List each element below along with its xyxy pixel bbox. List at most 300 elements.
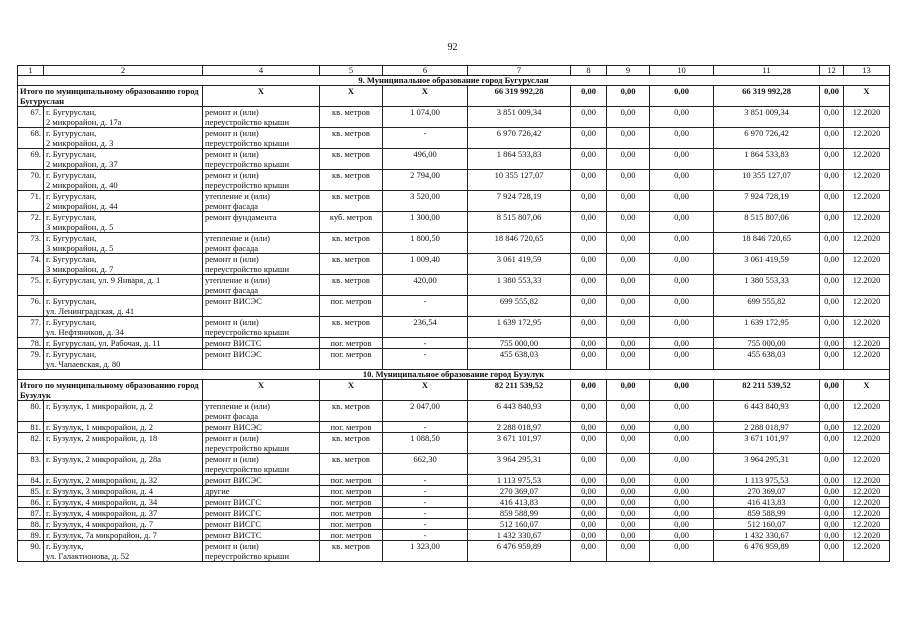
quantity-cell: 1 088,50 [383, 433, 468, 454]
table-row [18, 296, 890, 317]
fund-cost-cell: 1 432 330,67 [714, 530, 820, 541]
address-cell: г. Бугуруслан, 2 микрорайон, д. 40 [44, 170, 203, 191]
work-type-cell: утепление и (или) ремонт фасада [203, 233, 320, 254]
cost-cell: 0,00 [571, 401, 607, 422]
row-number: 76. [18, 296, 44, 317]
total-label: Итого по муниципальному образованию город Бугуруслан [18, 86, 203, 107]
deadline-cell: 12.2020 [844, 401, 890, 422]
fund-cost-cell: 755 000,00 [714, 338, 820, 349]
total-c5: Х [320, 380, 383, 401]
address-cell: г. Бугуруслан, 3 микрорайон, д. 5 [44, 233, 203, 254]
quantity-cell: - [383, 497, 468, 508]
cost-cell: 0,00 [650, 530, 714, 541]
cost-cell: 0,00 [571, 486, 607, 497]
cost-cell: 0,00 [650, 433, 714, 454]
cost-cell: 0,00 [607, 433, 650, 454]
deadline-cell: 12.2020 [844, 107, 890, 128]
fund-cost-cell: 3 964 295,31 [714, 454, 820, 475]
column-number-header [18, 66, 890, 76]
cost-cell: 0,00 [820, 296, 844, 317]
address-cell: г. Бугуруслан, 2 микрорайон, д. 17а [44, 107, 203, 128]
total-cost-cell: 3 671 101,97 [468, 433, 571, 454]
cost-cell: 0,00 [650, 338, 714, 349]
address-cell: г. Бузулук, 1 микрорайон, д. 2 [44, 401, 203, 422]
work-type-cell: ремонт ВИСЭС [203, 422, 320, 433]
unit-cell: кв. метров [320, 275, 383, 296]
address-cell: г. Бугуруслан, 3 микрорайон, д. 7 [44, 254, 203, 275]
cost-cell: 0,00 [571, 475, 607, 486]
cost-cell: 0,00 [820, 107, 844, 128]
address-cell: г. Бугуруслан, 2 микрорайон, д. 3 [44, 128, 203, 149]
address-cell: г. Бузулук, 2 микрорайон, д. 28а [44, 454, 203, 475]
table-row [18, 519, 890, 530]
cost-cell: 0,00 [650, 128, 714, 149]
deadline-cell: 12.2020 [844, 191, 890, 212]
row-number: 81. [18, 422, 44, 433]
total-cost-cell: 3 851 009,34 [468, 107, 571, 128]
address-cell: г. Бузулук, 2 микрорайон, д. 32 [44, 475, 203, 486]
cost-cell: 0,00 [571, 107, 607, 128]
unit-cell: кв. метров [320, 191, 383, 212]
address-cell: г. Бугуруслан, ул. Ленинградская, д. 41 [44, 296, 203, 317]
cost-cell: 0,00 [820, 454, 844, 475]
total-c13: Х [844, 380, 890, 401]
work-type-cell: ремонт и (или) переустройство крыши [203, 433, 320, 454]
unit-cell: пог. метров [320, 296, 383, 317]
cost-cell: 0,00 [571, 128, 607, 149]
total-cost-cell: 1 639 172,95 [468, 317, 571, 338]
row-number: 89. [18, 530, 44, 541]
table-row [18, 317, 890, 338]
total-cost-cell: 7 924 728,19 [468, 191, 571, 212]
address-cell: г. Бугуруслан, 2 микрорайон, д. 37 [44, 149, 203, 170]
deadline-cell: 12.2020 [844, 486, 890, 497]
table-row [18, 486, 890, 497]
quantity-cell: - [383, 349, 468, 370]
cost-cell: 0,00 [650, 233, 714, 254]
cost-cell: 0,00 [571, 422, 607, 433]
fund-cost-cell: 18 846 720,65 [714, 233, 820, 254]
cost-cell: 0,00 [820, 530, 844, 541]
fund-cost-cell: 512 160,07 [714, 519, 820, 530]
cost-cell: 0,00 [607, 107, 650, 128]
row-number: 77. [18, 317, 44, 338]
cost-cell: 0,00 [820, 401, 844, 422]
address-cell: г. Бузулук, 1 микрорайон, д. 2 [44, 422, 203, 433]
cost-cell: 0,00 [607, 275, 650, 296]
cost-cell: 0,00 [571, 349, 607, 370]
work-type-cell: утепление и (или) ремонт фасада [203, 191, 320, 212]
work-type-cell: утепление и (или) ремонт фасада [203, 275, 320, 296]
cost-cell: 0,00 [571, 454, 607, 475]
deadline-cell: 12.2020 [844, 149, 890, 170]
work-type-cell: утепление и (или) ремонт фасада [203, 401, 320, 422]
section-title: 10. Муниципальное образование город Бузулук [18, 370, 890, 380]
deadline-cell: 12.2020 [844, 254, 890, 275]
deadline-cell: 12.2020 [844, 233, 890, 254]
column-number-cell: 7 [468, 66, 571, 76]
work-type-cell: ремонт и (или) переустройство крыши [203, 454, 320, 475]
deadline-cell: 12.2020 [844, 508, 890, 519]
quantity-cell: 2 794,00 [383, 170, 468, 191]
row-number: 79. [18, 349, 44, 370]
row-number: 70. [18, 170, 44, 191]
address-cell: г. Бугуруслан, 3 микрорайон, д. 5 [44, 212, 203, 233]
cost-cell: 0,00 [607, 519, 650, 530]
cost-cell: 0,00 [820, 519, 844, 530]
page-number: 92 [447, 42, 458, 53]
cost-cell: 0,00 [820, 497, 844, 508]
cost-cell: 0,00 [820, 349, 844, 370]
quantity-cell: - [383, 475, 468, 486]
deadline-cell: 12.2020 [844, 338, 890, 349]
table-row [18, 530, 890, 541]
cost-cell: 0,00 [650, 401, 714, 422]
cost-cell: 0,00 [571, 296, 607, 317]
column-number-cell: 13 [844, 66, 890, 76]
cost-cell: 0,00 [650, 475, 714, 486]
cost-cell: 0,00 [607, 508, 650, 519]
work-type-cell: ремонт ВИСГС [203, 508, 320, 519]
cost-cell: 0,00 [571, 530, 607, 541]
fund-cost-cell: 455 638,03 [714, 349, 820, 370]
total-cost-cell: 699 555,82 [468, 296, 571, 317]
quantity-cell: - [383, 486, 468, 497]
cost-cell: 0,00 [607, 338, 650, 349]
section-total-row [18, 86, 890, 107]
cost-cell: 0,00 [607, 401, 650, 422]
cost-cell: 0,00 [607, 191, 650, 212]
cost-cell: 0,00 [650, 275, 714, 296]
row-number: 88. [18, 519, 44, 530]
deadline-cell: 12.2020 [844, 497, 890, 508]
fund-cost-cell: 3 851 009,34 [714, 107, 820, 128]
row-number: 73. [18, 233, 44, 254]
quantity-cell: - [383, 296, 468, 317]
cost-cell: 0,00 [571, 191, 607, 212]
unit-cell: кв. метров [320, 254, 383, 275]
quantity-cell: - [383, 508, 468, 519]
total-cost-cell: 8 515 807,06 [468, 212, 571, 233]
total-cost-cell: 1 864 533,83 [468, 149, 571, 170]
table-row [18, 170, 890, 191]
total-c7: 82 211 539,52 [468, 380, 571, 401]
column-number-cell: 1 [18, 66, 44, 76]
table-row [18, 401, 890, 422]
unit-cell: куб. метров [320, 212, 383, 233]
unit-cell: кв. метров [320, 170, 383, 191]
total-c10: 0,00 [650, 86, 714, 107]
fund-cost-cell: 1 864 533,83 [714, 149, 820, 170]
deadline-cell: 12.2020 [844, 296, 890, 317]
column-number-cell: 10 [650, 66, 714, 76]
cost-cell: 0,00 [650, 107, 714, 128]
total-cost-cell: 3 061 419,59 [468, 254, 571, 275]
cost-cell: 0,00 [650, 519, 714, 530]
fund-cost-cell: 10 355 127,07 [714, 170, 820, 191]
table-row [18, 338, 890, 349]
row-number: 87. [18, 508, 44, 519]
fund-cost-cell: 2 288 018,97 [714, 422, 820, 433]
cost-cell: 0,00 [571, 433, 607, 454]
total-cost-cell: 6 476 959,89 [468, 541, 571, 562]
cost-cell: 0,00 [607, 317, 650, 338]
deadline-cell: 12.2020 [844, 475, 890, 486]
fund-cost-cell: 6 476 959,89 [714, 541, 820, 562]
address-cell: г. Бузулук, 7а микрорайон, д. 7 [44, 530, 203, 541]
cost-cell: 0,00 [607, 212, 650, 233]
quantity-cell: 420,00 [383, 275, 468, 296]
total-cost-cell: 2 288 018,97 [468, 422, 571, 433]
unit-cell: пог. метров [320, 497, 383, 508]
total-cost-cell: 1 432 330,67 [468, 530, 571, 541]
table-row [18, 149, 890, 170]
total-c12: 0,00 [820, 86, 844, 107]
quantity-cell: - [383, 519, 468, 530]
total-c4: Х [203, 380, 320, 401]
table-row [18, 254, 890, 275]
quantity-cell: 1 300,00 [383, 212, 468, 233]
deadline-cell: 12.2020 [844, 530, 890, 541]
work-type-cell: ремонт ВИСТС [203, 530, 320, 541]
cost-cell: 0,00 [650, 212, 714, 233]
row-number: 78. [18, 338, 44, 349]
table-row [18, 212, 890, 233]
section-title-row [18, 370, 890, 380]
total-cost-cell: 18 846 720,65 [468, 233, 571, 254]
table-row [18, 349, 890, 370]
total-c11: 66 319 992,28 [714, 86, 820, 107]
deadline-cell: 12.2020 [844, 422, 890, 433]
row-number: 90. [18, 541, 44, 562]
fund-cost-cell: 7 924 728,19 [714, 191, 820, 212]
work-type-cell: другие [203, 486, 320, 497]
cost-cell: 0,00 [607, 530, 650, 541]
table-row [18, 275, 890, 296]
table-row [18, 107, 890, 128]
work-type-cell: ремонт и (или) переустройство крыши [203, 541, 320, 562]
unit-cell: пог. метров [320, 486, 383, 497]
cost-cell: 0,00 [607, 541, 650, 562]
total-c5: Х [320, 86, 383, 107]
total-c10: 0,00 [650, 380, 714, 401]
total-cost-cell: 1 380 553,33 [468, 275, 571, 296]
address-cell: г. Бугуруслан, ул. Чапаевская, д. 80 [44, 349, 203, 370]
row-number: 69. [18, 149, 44, 170]
table-row [18, 541, 890, 562]
total-cost-cell: 270 369,07 [468, 486, 571, 497]
quantity-cell: - [383, 422, 468, 433]
row-number: 68. [18, 128, 44, 149]
cost-cell: 0,00 [820, 212, 844, 233]
address-cell: г. Бузулук, 3 микрорайон, д. 4 [44, 486, 203, 497]
deadline-cell: 12.2020 [844, 454, 890, 475]
quantity-cell: 1 009,40 [383, 254, 468, 275]
address-cell: г. Бузулук, 2 микрорайон, д. 18 [44, 433, 203, 454]
table-row [18, 128, 890, 149]
quantity-cell: 3 520,00 [383, 191, 468, 212]
cost-cell: 0,00 [820, 541, 844, 562]
cost-cell: 0,00 [650, 497, 714, 508]
cost-cell: 0,00 [571, 233, 607, 254]
cost-cell: 0,00 [820, 475, 844, 486]
total-cost-cell: 416 413,83 [468, 497, 571, 508]
cost-cell: 0,00 [571, 275, 607, 296]
column-number-cell: 8 [571, 66, 607, 76]
fund-cost-cell: 1 113 975,53 [714, 475, 820, 486]
table-body [18, 66, 890, 562]
cost-cell: 0,00 [571, 338, 607, 349]
column-number-cell: 5 [320, 66, 383, 76]
cost-cell: 0,00 [571, 497, 607, 508]
section-title-row [18, 76, 890, 86]
fund-cost-cell: 1 380 553,33 [714, 275, 820, 296]
unit-cell: кв. метров [320, 107, 383, 128]
cost-cell: 0,00 [820, 508, 844, 519]
deadline-cell: 12.2020 [844, 349, 890, 370]
cost-cell: 0,00 [820, 191, 844, 212]
work-type-cell: ремонт ВИСГС [203, 519, 320, 530]
total-c7: 66 319 992,28 [468, 86, 571, 107]
fund-cost-cell: 8 515 807,06 [714, 212, 820, 233]
fund-cost-cell: 6 443 840,93 [714, 401, 820, 422]
deadline-cell: 12.2020 [844, 212, 890, 233]
cost-cell: 0,00 [607, 475, 650, 486]
cost-cell: 0,00 [607, 296, 650, 317]
cost-cell: 0,00 [650, 296, 714, 317]
unit-cell: кв. метров [320, 454, 383, 475]
deadline-cell: 12.2020 [844, 317, 890, 338]
work-type-cell: ремонт и (или) переустройство крыши [203, 149, 320, 170]
unit-cell: пог. метров [320, 422, 383, 433]
cost-cell: 0,00 [820, 128, 844, 149]
unit-cell: пог. метров [320, 475, 383, 486]
row-number: 82. [18, 433, 44, 454]
fund-cost-cell: 6 970 726,42 [714, 128, 820, 149]
total-cost-cell: 512 160,07 [468, 519, 571, 530]
cost-cell: 0,00 [820, 317, 844, 338]
work-type-cell: ремонт ВИСГС [203, 497, 320, 508]
total-label: Итого по муниципальному образованию город Бузулук [18, 380, 203, 401]
work-type-cell: ремонт фундамента [203, 212, 320, 233]
unit-cell: пог. метров [320, 508, 383, 519]
address-cell: г. Бузулук, 4 микрорайон, д. 37 [44, 508, 203, 519]
total-c6: Х [383, 380, 468, 401]
work-type-cell: ремонт и (или) переустройство крыши [203, 128, 320, 149]
row-number: 74. [18, 254, 44, 275]
row-number: 85. [18, 486, 44, 497]
cost-cell: 0,00 [571, 212, 607, 233]
cost-cell: 0,00 [820, 149, 844, 170]
deadline-cell: 12.2020 [844, 541, 890, 562]
deadline-cell: 12.2020 [844, 128, 890, 149]
table-row [18, 497, 890, 508]
table-row [18, 433, 890, 454]
unit-cell: кв. метров [320, 233, 383, 254]
cost-cell: 0,00 [820, 422, 844, 433]
quantity-cell: 1 074,00 [383, 107, 468, 128]
column-number-cell: 11 [714, 66, 820, 76]
total-c6: Х [383, 86, 468, 107]
cost-cell: 0,00 [607, 233, 650, 254]
quantity-cell: - [383, 338, 468, 349]
cost-cell: 0,00 [607, 497, 650, 508]
column-number-cell: 2 [44, 66, 203, 76]
column-number-cell: 6 [383, 66, 468, 76]
total-cost-cell: 6 443 840,93 [468, 401, 571, 422]
row-number: 71. [18, 191, 44, 212]
cost-cell: 0,00 [607, 486, 650, 497]
cost-cell: 0,00 [650, 317, 714, 338]
unit-cell: кв. метров [320, 128, 383, 149]
unit-cell: пог. метров [320, 519, 383, 530]
total-c8: 0,00 [571, 380, 607, 401]
cost-cell: 0,00 [820, 338, 844, 349]
cost-cell: 0,00 [650, 541, 714, 562]
deadline-cell: 12.2020 [844, 433, 890, 454]
cost-cell: 0,00 [607, 128, 650, 149]
cost-cell: 0,00 [571, 508, 607, 519]
total-cost-cell: 859 588,99 [468, 508, 571, 519]
cost-cell: 0,00 [571, 317, 607, 338]
cost-cell: 0,00 [607, 422, 650, 433]
fund-cost-cell: 270 369,07 [714, 486, 820, 497]
work-type-cell: ремонт и (или) переустройство крыши [203, 170, 320, 191]
cost-cell: 0,00 [607, 349, 650, 370]
address-cell: г. Бугуруслан, 2 микрорайон, д. 44 [44, 191, 203, 212]
work-type-cell: ремонт и (или) переустройство крыши [203, 254, 320, 275]
column-number-cell: 4 [203, 66, 320, 76]
row-number: 86. [18, 497, 44, 508]
table-row [18, 191, 890, 212]
cost-cell: 0,00 [571, 149, 607, 170]
total-cost-cell: 10 355 127,07 [468, 170, 571, 191]
cost-cell: 0,00 [650, 422, 714, 433]
section-total-row [18, 380, 890, 401]
cost-cell: 0,00 [650, 454, 714, 475]
quantity-cell: 2 047,00 [383, 401, 468, 422]
fund-cost-cell: 3 671 101,97 [714, 433, 820, 454]
total-c11: 82 211 539,52 [714, 380, 820, 401]
unit-cell: кв. метров [320, 317, 383, 338]
quantity-cell: 236,54 [383, 317, 468, 338]
fund-cost-cell: 859 588,99 [714, 508, 820, 519]
row-number: 67. [18, 107, 44, 128]
table-row [18, 454, 890, 475]
cost-cell: 0,00 [820, 275, 844, 296]
table-row [18, 475, 890, 486]
address-cell: г. Бугуруслан, ул. Нефтяников, д. 34 [44, 317, 203, 338]
cost-cell: 0,00 [820, 254, 844, 275]
fund-cost-cell: 3 061 419,59 [714, 254, 820, 275]
cost-cell: 0,00 [650, 191, 714, 212]
table-row [18, 233, 890, 254]
cost-cell: 0,00 [607, 454, 650, 475]
column-number-cell: 12 [820, 66, 844, 76]
work-type-cell: ремонт и (или) переустройство крыши [203, 317, 320, 338]
address-cell: г. Бузулук, ул. Галактионова, д. 52 [44, 541, 203, 562]
capital-repair-table [17, 65, 890, 562]
cost-cell: 0,00 [571, 519, 607, 530]
work-type-cell: ремонт и (или) переустройство крыши [203, 107, 320, 128]
cost-cell: 0,00 [820, 486, 844, 497]
cost-cell: 0,00 [820, 433, 844, 454]
total-c4: Х [203, 86, 320, 107]
column-number-cell: 9 [607, 66, 650, 76]
unit-cell: пог. метров [320, 530, 383, 541]
row-number: 72. [18, 212, 44, 233]
work-type-cell: ремонт ВИСТС [203, 338, 320, 349]
